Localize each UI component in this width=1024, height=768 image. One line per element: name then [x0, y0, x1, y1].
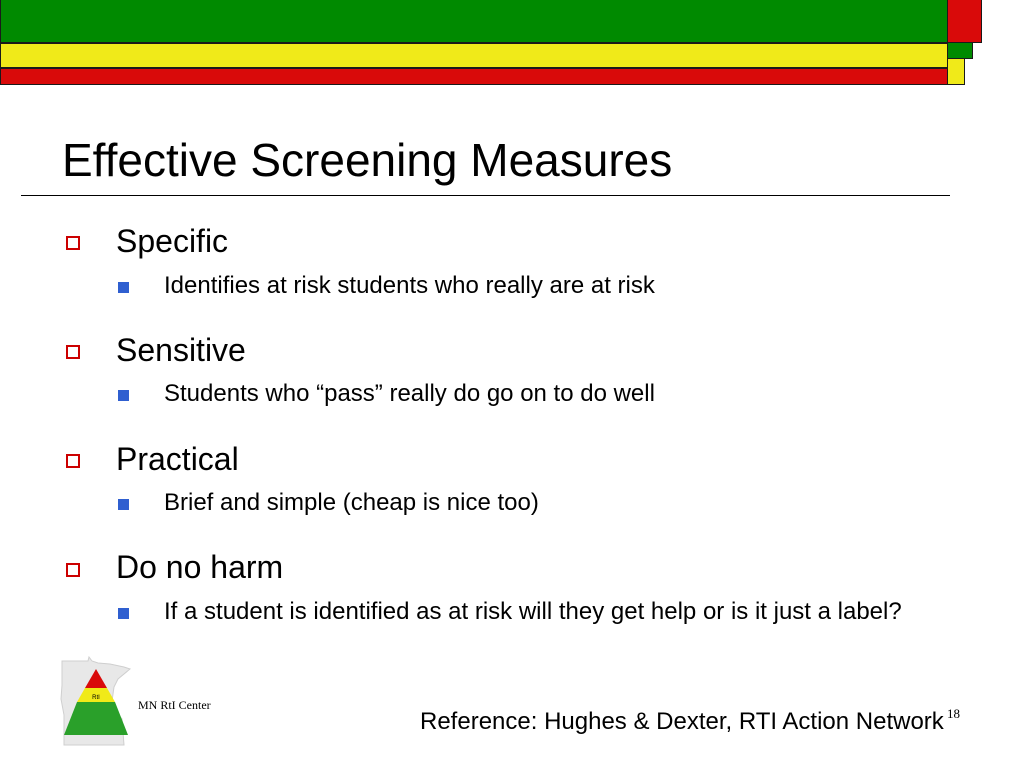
- reference-text: Reference: Hughes & Dexter, RTI Action Network: [420, 708, 944, 735]
- slide-title: Effective Screening Measures: [62, 134, 673, 186]
- mn-rti-logo-icon: [58, 655, 134, 747]
- hollow-square-bullet-icon: [66, 236, 80, 250]
- header-square-red: [947, 0, 982, 43]
- title-divider: [21, 195, 950, 196]
- hollow-square-bullet-icon: [66, 563, 80, 577]
- filled-square-bullet-icon: [118, 282, 129, 293]
- header-square-green: [947, 42, 973, 59]
- header-band-yellow: [0, 43, 948, 68]
- bullet-item-do-no-harm: Do no harm: [116, 549, 284, 585]
- hollow-square-bullet-icon: [66, 454, 80, 468]
- header-band-green: [0, 0, 948, 43]
- bullet-item-specific: Specific: [116, 223, 229, 259]
- filled-square-bullet-icon: [118, 390, 129, 401]
- sub-bullet-do-no-harm: If a student is identified as at risk will they get help or is it just a label?: [164, 598, 902, 625]
- footer-org-name: MN RtI Center: [138, 698, 211, 712]
- sub-bullet-practical: Brief and simple (cheap is nice too): [164, 489, 539, 516]
- svg-text:RtI: RtI: [92, 695, 100, 701]
- filled-square-bullet-icon: [118, 499, 129, 510]
- header-band-red: [0, 68, 948, 85]
- hollow-square-bullet-icon: [66, 345, 80, 359]
- header-square-yellow: [947, 58, 965, 85]
- sub-bullet-specific: Identifies at risk students who really are at risk: [164, 272, 655, 299]
- page-number: 18: [947, 706, 960, 721]
- sub-bullet-sensitive: Students who “pass” really do go on to do well: [164, 380, 655, 407]
- bullet-item-sensitive: Sensitive: [116, 332, 246, 368]
- bullet-item-practical: Practical: [116, 441, 239, 477]
- filled-square-bullet-icon: [118, 608, 129, 619]
